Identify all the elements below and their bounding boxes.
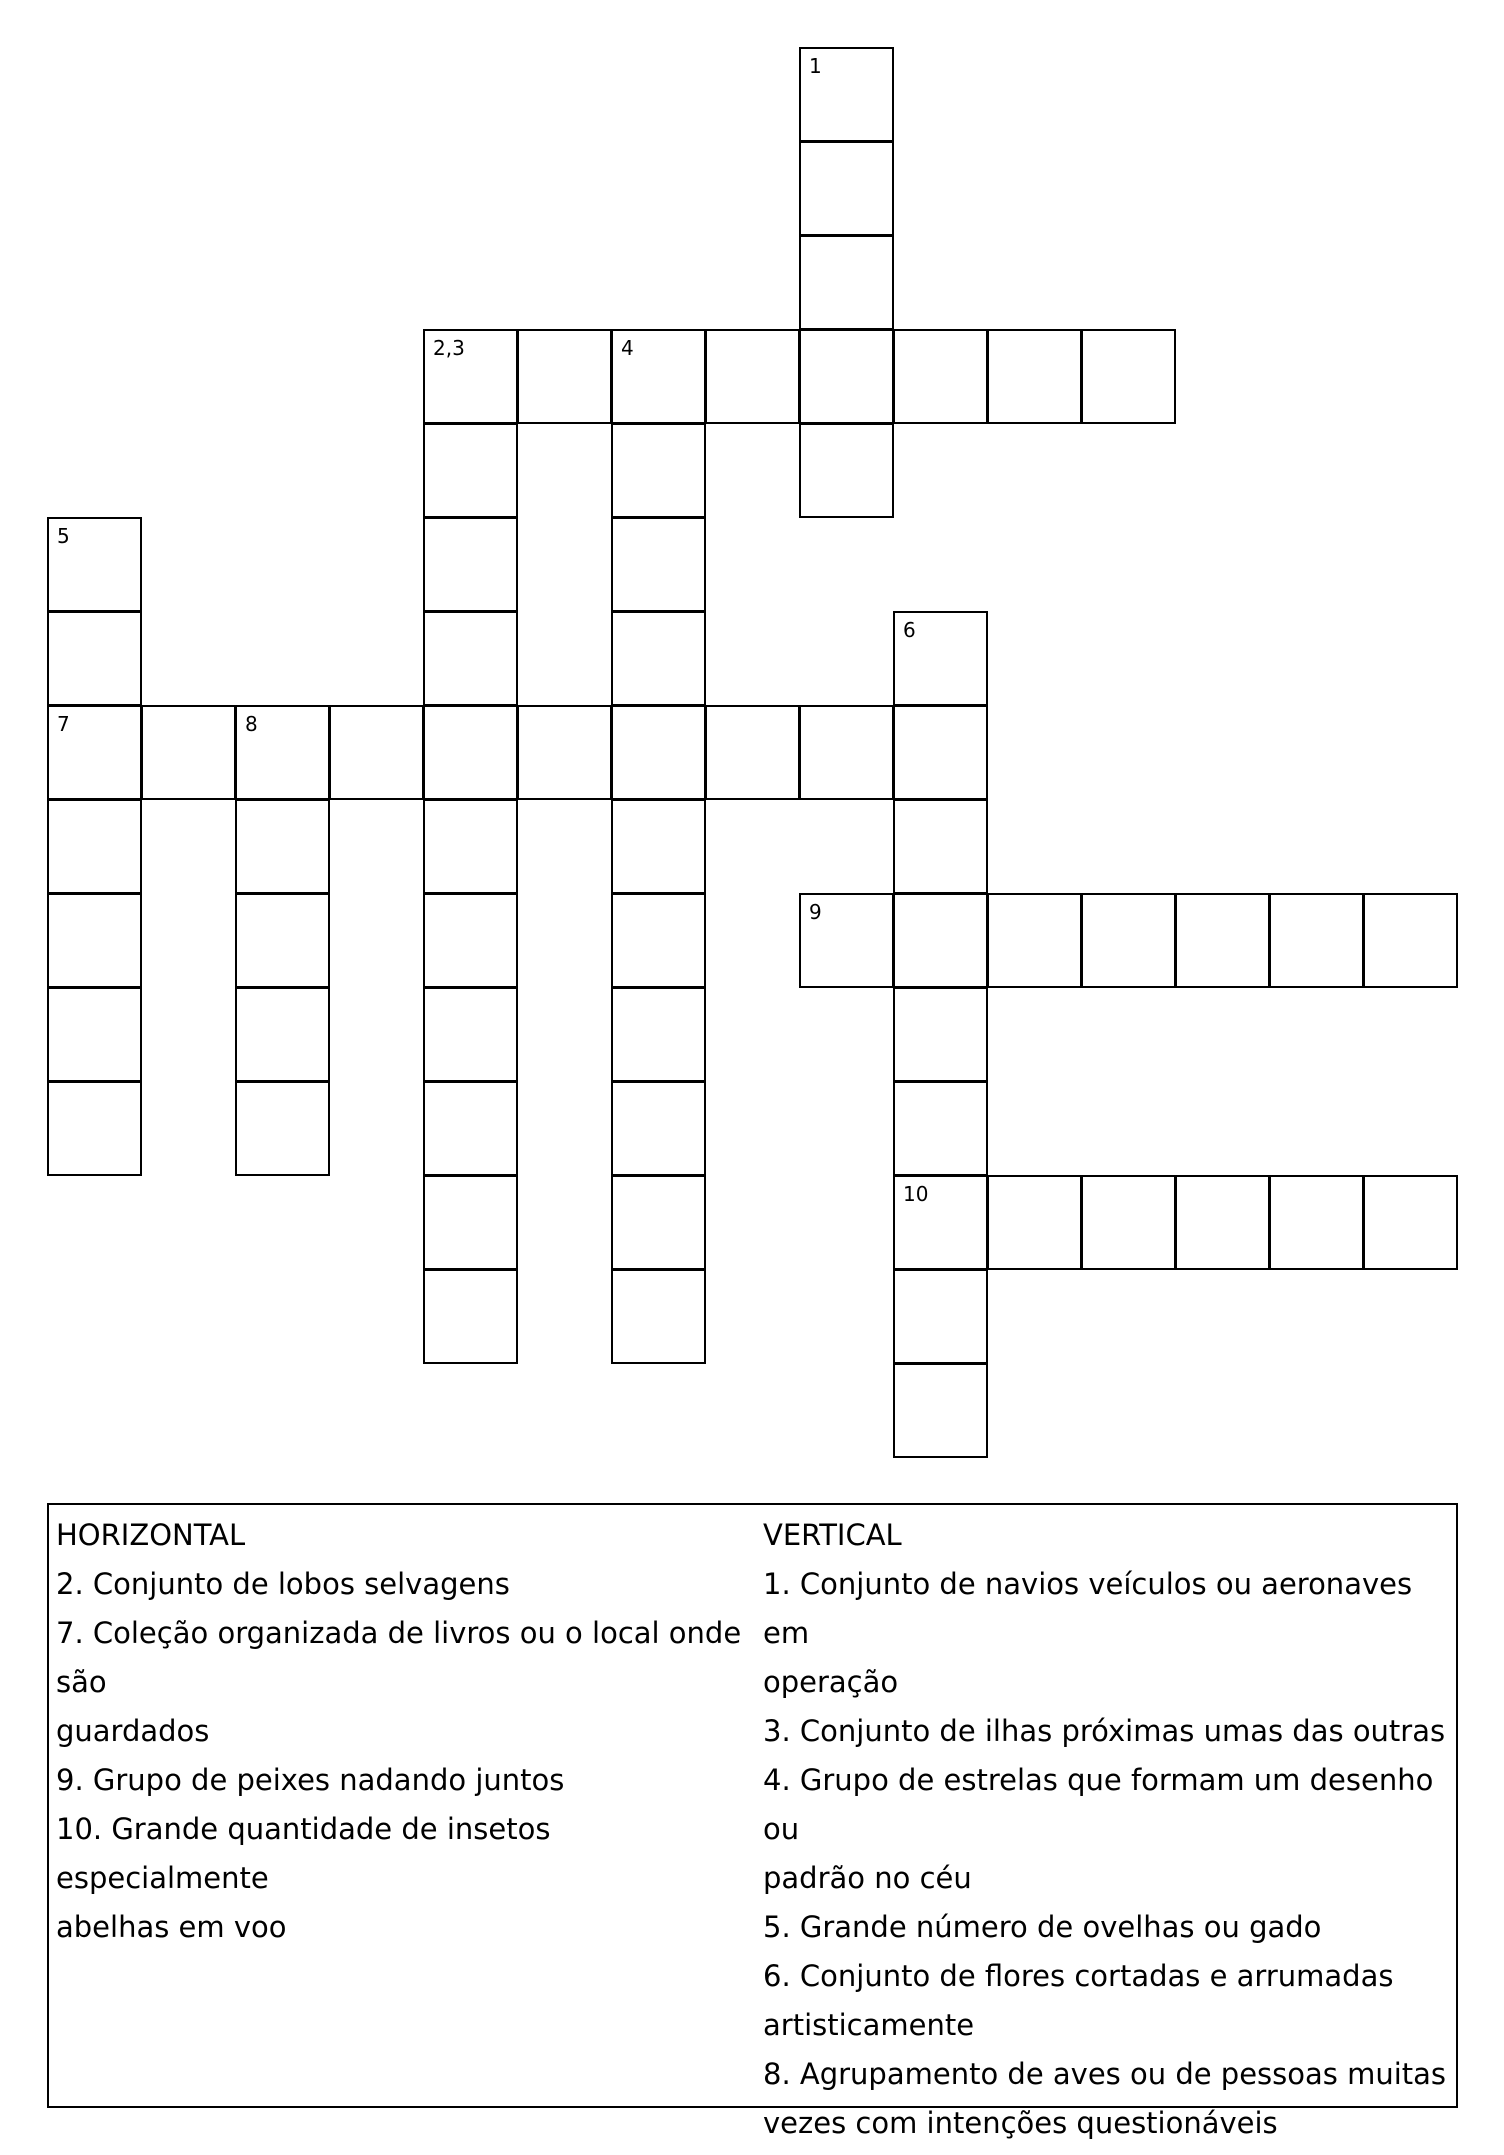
crossword-cell[interactable] [611, 1081, 706, 1176]
crossword-cell[interactable] [893, 1269, 988, 1364]
clue-number: 4 [621, 336, 634, 360]
crossword-cell[interactable] [235, 987, 330, 1082]
clue-line: 6. Conjunto de flores cortadas e arrumadas [763, 1959, 1394, 1993]
crossword-cell[interactable] [517, 705, 612, 800]
crossword-cell[interactable] [423, 1269, 518, 1364]
crossword-cell[interactable] [329, 705, 424, 800]
clue-number: 7 [57, 712, 70, 736]
crossword-cell[interactable] [799, 235, 894, 330]
crossword-cell[interactable] [611, 893, 706, 988]
crossword-cell[interactable] [47, 799, 142, 894]
crossword-cell[interactable] [799, 47, 894, 142]
crossword-cell[interactable] [799, 705, 894, 800]
crossword-cell[interactable] [1269, 1175, 1364, 1270]
crossword-cell[interactable] [423, 611, 518, 706]
crossword-cell[interactable] [799, 423, 894, 518]
clues-box [47, 1503, 1458, 2140]
crossword-cell[interactable] [141, 705, 236, 800]
crossword-cell[interactable] [47, 517, 142, 612]
clue-line: padrão no céu [763, 1861, 972, 1895]
crossword-cell[interactable] [423, 705, 518, 800]
crossword-cell[interactable] [611, 329, 706, 424]
crossword-cell[interactable] [235, 893, 330, 988]
clue-line: artisticamente [763, 2008, 975, 2042]
crossword-cell[interactable] [611, 1175, 706, 1270]
crossword-cell[interactable] [1175, 893, 1270, 988]
crossword-cell[interactable] [47, 987, 142, 1082]
vertical-clues [763, 1511, 1453, 2148]
crossword-cell[interactable] [1081, 329, 1176, 424]
clue-number: 5 [57, 524, 70, 548]
crossword-cell[interactable] [799, 141, 894, 236]
crossword-cell[interactable] [893, 611, 988, 706]
crossword-cell[interactable] [799, 329, 894, 424]
clue-line: 8. Agrupamento de aves ou de pessoas muitas [763, 2057, 1447, 2091]
clue-line: 5. Grande número de ovelhas ou gado [763, 1910, 1322, 1944]
clue-line: 10. Grande quantidade de insetos especialmente [56, 1812, 551, 1895]
clue-number: 8 [245, 712, 258, 736]
crossword-cell[interactable] [893, 705, 988, 800]
crossword-cell[interactable] [893, 329, 988, 424]
crossword-cell[interactable] [611, 611, 706, 706]
crossword-cell[interactable] [1081, 893, 1176, 988]
crossword-cell[interactable] [1269, 893, 1364, 988]
crossword-cell[interactable] [423, 987, 518, 1082]
crossword-cell[interactable] [987, 1175, 1082, 1270]
crossword-cell[interactable] [47, 705, 142, 800]
clue-number: 2,3 [433, 336, 465, 360]
crossword-cell[interactable] [1081, 1175, 1176, 1270]
crossword-cell[interactable] [611, 1269, 706, 1364]
crossword-cell[interactable] [893, 1081, 988, 1176]
crossword-cell[interactable] [1175, 1175, 1270, 1270]
crossword-cell[interactable] [235, 705, 330, 800]
crossword-cell[interactable] [47, 893, 142, 988]
clue-line: 7. Coleção organizada de livros ou o local onde são [56, 1616, 742, 1699]
clue-line: vezes com intenções questionáveis [763, 2106, 1278, 2140]
crossword-cell[interactable] [1363, 893, 1458, 988]
crossword-cell[interactable] [705, 705, 800, 800]
crossword-cell[interactable] [423, 1175, 518, 1270]
crossword-cell[interactable] [47, 611, 142, 706]
clue-line: 4. Grupo de estrelas que formam um desenho ou [763, 1763, 1434, 1846]
crossword-cell[interactable] [611, 987, 706, 1082]
crossword-cell[interactable] [423, 517, 518, 612]
crossword-cell[interactable] [611, 799, 706, 894]
clue-line: guardados [56, 1714, 210, 1748]
crossword-cell[interactable] [423, 329, 518, 424]
clue-line: operação [763, 1665, 899, 1699]
crossword-cell[interactable] [893, 893, 988, 988]
horizontal-heading: HORIZONTAL [56, 1518, 246, 1552]
crossword-cell[interactable] [235, 799, 330, 894]
crossword-cell[interactable] [423, 893, 518, 988]
clue-number: 9 [809, 900, 822, 924]
crossword-cell[interactable] [47, 1081, 142, 1176]
crossword-cell[interactable] [987, 893, 1082, 988]
crossword-cell[interactable] [893, 1363, 988, 1458]
crossword-cell[interactable] [893, 799, 988, 894]
clue-line: 9. Grupo de peixes nadando juntos [56, 1763, 565, 1797]
vertical-heading: VERTICAL [763, 1518, 902, 1552]
horizontal-clues [56, 1511, 751, 1952]
crossword-cell[interactable] [611, 705, 706, 800]
clue-line: abelhas em voo [56, 1910, 287, 1944]
clue-number: 10 [903, 1182, 929, 1206]
clue-line: 1. Conjunto de navios veículos ou aeronaves em [763, 1567, 1413, 1650]
clue-number: 1 [809, 54, 822, 78]
crossword-cell[interactable] [423, 1081, 518, 1176]
crossword-cell[interactable] [235, 1081, 330, 1176]
crossword-cell[interactable] [893, 1175, 988, 1270]
crossword-cell[interactable] [799, 893, 894, 988]
clue-number: 6 [903, 618, 916, 642]
crossword-cell[interactable] [611, 423, 706, 518]
crossword-cell[interactable] [423, 423, 518, 518]
crossword-cell[interactable] [611, 517, 706, 612]
crossword-cell[interactable] [893, 987, 988, 1082]
clue-line: 2. Conjunto de lobos selvagens [56, 1567, 510, 1601]
crossword-cell[interactable] [987, 329, 1082, 424]
crossword-cell[interactable] [1363, 1175, 1458, 1270]
crossword-cell[interactable] [705, 329, 800, 424]
clue-line: 3. Conjunto de ilhas próximas umas das outras [763, 1714, 1446, 1748]
crossword-cell[interactable] [517, 329, 612, 424]
crossword-cell[interactable] [423, 799, 518, 894]
